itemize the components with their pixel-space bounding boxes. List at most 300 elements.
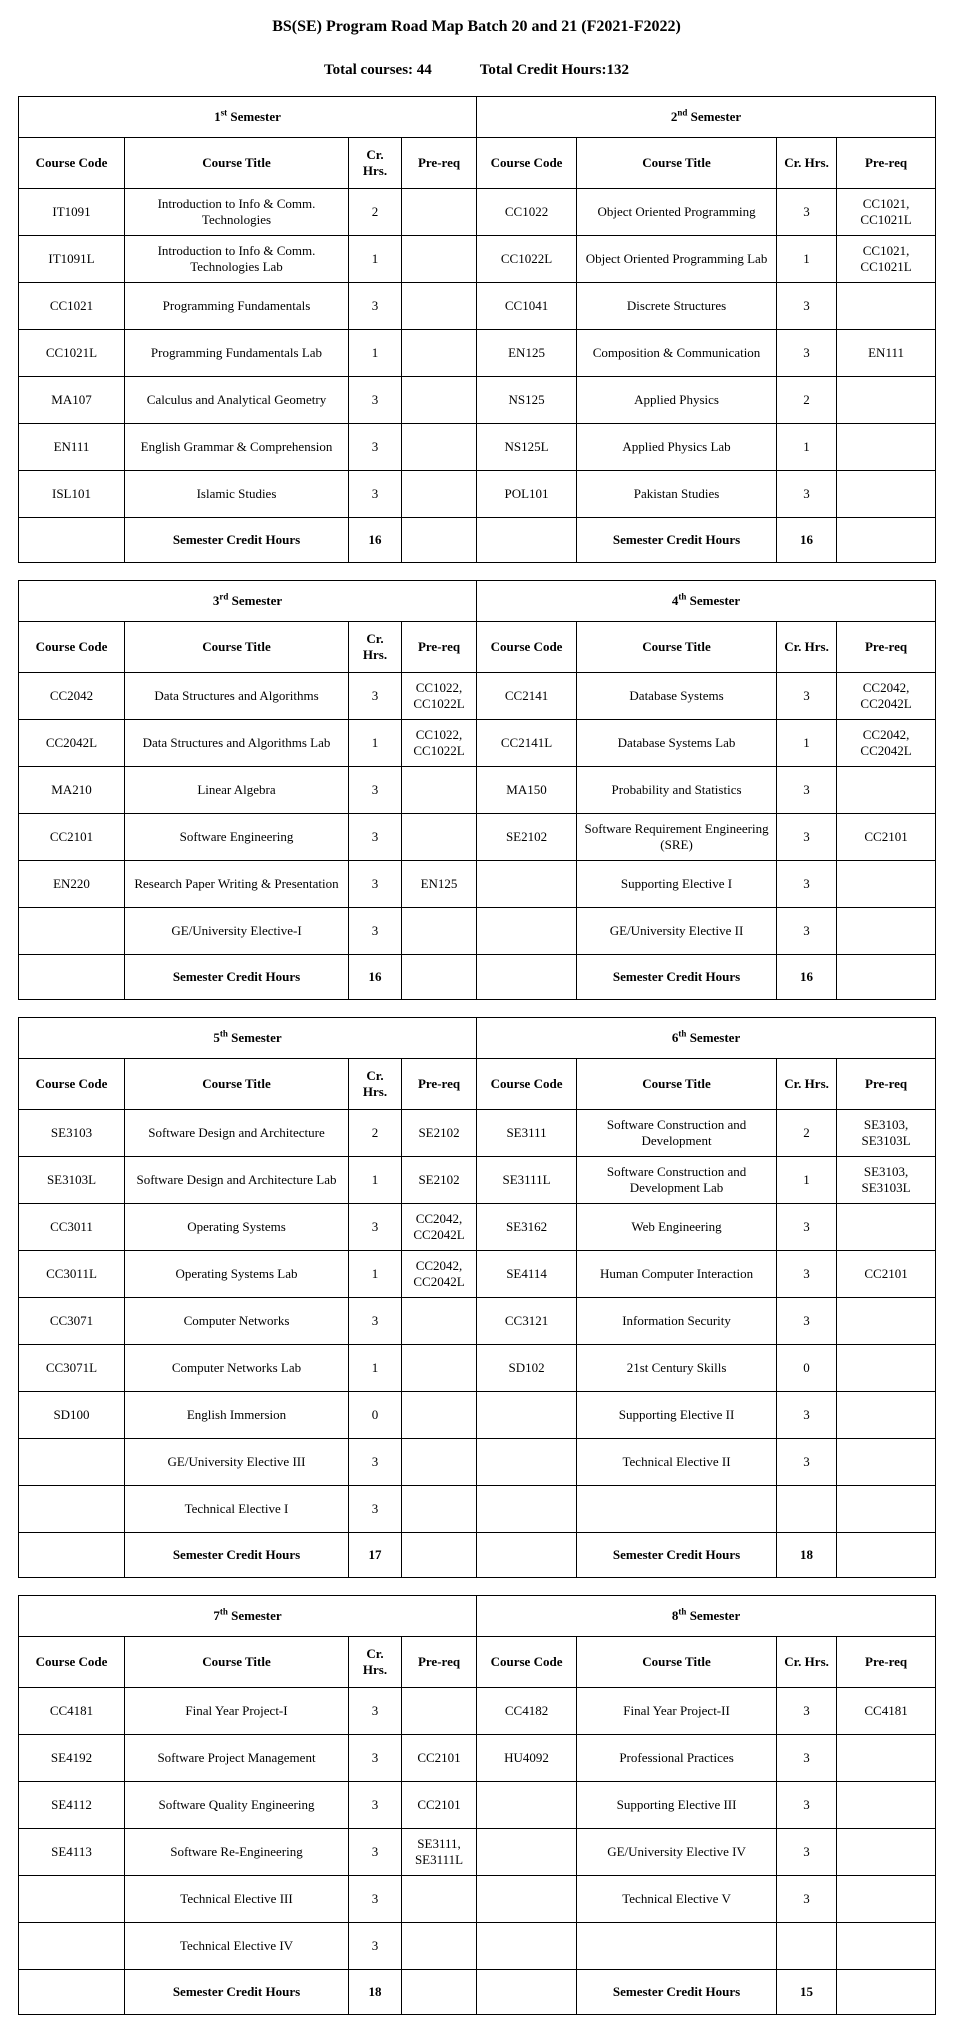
course-row [19, 1782, 936, 1829]
course-row [19, 1688, 936, 1735]
course-title-cell: Research Paper Writing & Presentation [125, 861, 349, 908]
cr-hrs-cell: 3 [777, 1439, 837, 1486]
course-code-cell: SE4114 [477, 1251, 577, 1298]
pre-req-cell: EN125 [402, 861, 477, 908]
cr-hrs-cell: 3 [349, 814, 402, 861]
course-row [19, 330, 936, 377]
course-code-cell: EN220 [19, 861, 125, 908]
semester-3-title: 3rd Semester [19, 581, 477, 622]
pre-req-cell [402, 814, 477, 861]
cr-hrs-cell: 1 [349, 1157, 402, 1204]
course-code-header: Course Code [19, 138, 125, 189]
course-title-cell: Software Quality Engineering [125, 1782, 349, 1829]
cr-hrs-cell: 2 [777, 1110, 837, 1157]
column-header-row [19, 622, 936, 673]
cr-hrs-cell: 3 [349, 424, 402, 471]
course-code-cell [477, 861, 577, 908]
course-row [19, 1439, 936, 1486]
course-code-cell: CC1022L [477, 236, 577, 283]
cr-hrs-header: Cr. Hrs. [777, 1059, 837, 1110]
course-code-cell: SE4192 [19, 1735, 125, 1782]
pre-req-cell [402, 330, 477, 377]
pre-req-cell: SE3103, SE3103L [837, 1157, 936, 1204]
pre-req-cell: SE3111, SE3111L [402, 1829, 477, 1876]
total-courses: Total courses: 44 [324, 62, 432, 78]
column-header-row [19, 1637, 936, 1688]
cr-hrs-cell: 1 [777, 720, 837, 767]
pre-req-cell [837, 1204, 936, 1251]
pre-req-header: Pre-req [402, 622, 477, 673]
credit-total: 18 [349, 1970, 402, 2015]
course-title-header: Course Title [125, 1059, 349, 1110]
cr-hrs-cell: 3 [349, 1486, 402, 1533]
course-row [19, 1923, 936, 1970]
course-title-header: Course Title [125, 1637, 349, 1688]
course-title-cell: Probability and Statistics [577, 767, 777, 814]
empty-cell [19, 518, 125, 563]
course-code-header: Course Code [19, 1059, 125, 1110]
course-title-cell: Programming Fundamentals [125, 283, 349, 330]
pre-req-cell [402, 471, 477, 518]
course-title-header: Course Title [577, 1637, 777, 1688]
pre-req-cell [402, 1298, 477, 1345]
course-code-cell: CC3071 [19, 1298, 125, 1345]
semester-4-title: 4th Semester [477, 581, 936, 622]
pre-req-cell [837, 1829, 936, 1876]
course-title-cell: Technical Elective I [125, 1486, 349, 1533]
course-title-cell: Technical Elective II [577, 1439, 777, 1486]
course-title-cell: Operating Systems Lab [125, 1251, 349, 1298]
course-title-cell: Object Oriented Programming [577, 189, 777, 236]
cr-hrs-cell: 3 [777, 861, 837, 908]
empty-cell [837, 1970, 936, 2015]
pre-req-cell [837, 1486, 936, 1533]
credit-total: 17 [349, 1533, 402, 1578]
course-title-header: Course Title [577, 138, 777, 189]
course-row [19, 1486, 936, 1533]
pre-req-header: Pre-req [837, 622, 936, 673]
page-title: BS(SE) Program Road Map Batch 20 and 21 (F2021-F2022) [272, 18, 681, 35]
course-title-header: Course Title [577, 1059, 777, 1110]
course-code-cell: CC3011 [19, 1204, 125, 1251]
pre-req-cell [402, 1688, 477, 1735]
course-code-cell: CC4182 [477, 1688, 577, 1735]
total-credit-hours: Total Credit Hours:132 [479, 62, 629, 78]
credit-total: 15 [777, 1970, 837, 2015]
pre-req-header: Pre-req [837, 1637, 936, 1688]
course-code-header: Course Code [19, 622, 125, 673]
pre-req-cell: CC2101 [402, 1735, 477, 1782]
cr-hrs-cell: 3 [777, 1735, 837, 1782]
cr-hrs-cell: 3 [349, 861, 402, 908]
course-title-cell: GE/University Elective III [125, 1439, 349, 1486]
course-title-cell: Applied Physics [577, 377, 777, 424]
cr-hrs-cell: 1 [349, 236, 402, 283]
course-title-cell: Information Security [577, 1298, 777, 1345]
course-title-cell: Calculus and Analytical Geometry [125, 377, 349, 424]
course-title-cell: Database Systems Lab [577, 720, 777, 767]
pre-req-cell: CC1022, CC1022L [402, 673, 477, 720]
course-title-cell [577, 1923, 777, 1970]
course-code-cell: SD102 [477, 1345, 577, 1392]
course-row [19, 861, 936, 908]
course-row [19, 1392, 936, 1439]
empty-cell [837, 955, 936, 1000]
course-row [19, 1735, 936, 1782]
cr-hrs-cell: 3 [777, 1876, 837, 1923]
course-code-cell [477, 1439, 577, 1486]
course-code-cell: NS125 [477, 377, 577, 424]
cr-hrs-cell: 1 [349, 330, 402, 377]
pre-req-cell: SE2102 [402, 1110, 477, 1157]
pre-req-cell [402, 1876, 477, 1923]
cr-hrs-cell: 3 [349, 377, 402, 424]
pre-req-cell: CC2042, CC2042L [402, 1204, 477, 1251]
cr-hrs-cell: 1 [349, 1251, 402, 1298]
semester-credit-row [19, 518, 936, 563]
course-code-cell [19, 1486, 125, 1533]
course-title-cell: GE/University Elective-I [125, 908, 349, 955]
pre-req-header: Pre-req [402, 1059, 477, 1110]
course-title-cell: Operating Systems [125, 1204, 349, 1251]
pre-req-cell: SE2102 [402, 1157, 477, 1204]
cr-hrs-cell: 3 [349, 1829, 402, 1876]
course-title-cell: Technical Elective III [125, 1876, 349, 1923]
pre-req-cell [402, 283, 477, 330]
course-title-cell: Software Project Management [125, 1735, 349, 1782]
course-code-cell: MA150 [477, 767, 577, 814]
semester-credit-row [19, 1970, 936, 2015]
course-code-cell: SE2102 [477, 814, 577, 861]
course-code-cell [19, 1439, 125, 1486]
course-code-cell: EN125 [477, 330, 577, 377]
course-code-header: Course Code [477, 1059, 577, 1110]
course-title-cell: Software Construction and Development Lab [577, 1157, 777, 1204]
credit-total: 16 [349, 955, 402, 1000]
pre-req-header: Pre-req [402, 138, 477, 189]
course-title-cell: Discrete Structures [577, 283, 777, 330]
empty-cell [19, 1533, 125, 1578]
course-code-cell: CC2042L [19, 720, 125, 767]
course-title-cell: Supporting Elective II [577, 1392, 777, 1439]
course-code-cell [477, 908, 577, 955]
course-title-cell: Islamic Studies [125, 471, 349, 518]
course-code-cell: SE4113 [19, 1829, 125, 1876]
cr-hrs-header: Cr. Hrs. [349, 138, 402, 189]
course-code-cell [477, 1923, 577, 1970]
semester-6-title: 6th Semester [477, 1018, 936, 1059]
empty-cell [402, 955, 477, 1000]
course-code-cell: CC2141L [477, 720, 577, 767]
cr-hrs-cell: 3 [349, 908, 402, 955]
course-code-cell: SE3111 [477, 1110, 577, 1157]
course-title-header: Course Title [125, 622, 349, 673]
course-title-cell [577, 1486, 777, 1533]
pre-req-cell [837, 908, 936, 955]
empty-cell [402, 1533, 477, 1578]
pre-req-cell [837, 1298, 936, 1345]
course-title-cell: English Grammar & Comprehension [125, 424, 349, 471]
course-code-cell: CC1022 [477, 189, 577, 236]
cr-hrs-cell: 3 [777, 673, 837, 720]
course-code-cell [19, 1923, 125, 1970]
cr-hrs-cell: 3 [777, 814, 837, 861]
course-title-cell: Data Structures and Algorithms Lab [125, 720, 349, 767]
course-title-cell: Data Structures and Algorithms [125, 673, 349, 720]
course-code-cell: HU4092 [477, 1735, 577, 1782]
course-title-cell: GE/University Elective II [577, 908, 777, 955]
course-title-cell: Database Systems [577, 673, 777, 720]
course-row [19, 1345, 936, 1392]
pre-req-cell [402, 377, 477, 424]
credit-label: Semester Credit Hours [577, 1970, 777, 2015]
cr-hrs-cell: 2 [777, 377, 837, 424]
course-code-cell: CC2141 [477, 673, 577, 720]
course-title-cell: Introduction to Info & Comm. Technologies [125, 189, 349, 236]
cr-hrs-cell: 3 [349, 1688, 402, 1735]
course-title-cell: Technical Elective V [577, 1876, 777, 1923]
course-code-cell: SE3162 [477, 1204, 577, 1251]
course-code-cell: POL101 [477, 471, 577, 518]
course-code-cell [477, 1829, 577, 1876]
pre-req-cell [837, 1439, 936, 1486]
cr-hrs-cell: 3 [777, 1829, 837, 1876]
pre-req-cell: CC4181 [837, 1688, 936, 1735]
credit-label: Semester Credit Hours [125, 1533, 349, 1578]
cr-hrs-cell: 3 [349, 767, 402, 814]
semester-credit-row [19, 955, 936, 1000]
course-title-cell: Applied Physics Lab [577, 424, 777, 471]
semester-2-title: 2nd Semester [477, 97, 936, 138]
course-row [19, 814, 936, 861]
course-title-cell: Software Requirement Engineering (SRE) [577, 814, 777, 861]
course-code-cell: IT1091L [19, 236, 125, 283]
semester-1-title: 1st Semester [19, 97, 477, 138]
course-title-header: Course Title [125, 138, 349, 189]
cr-hrs-cell: 3 [777, 283, 837, 330]
course-title-cell: Software Engineering [125, 814, 349, 861]
cr-hrs-cell: 0 [777, 1345, 837, 1392]
pre-req-cell [837, 1392, 936, 1439]
cr-hrs-cell: 1 [777, 424, 837, 471]
empty-cell [19, 1970, 125, 2015]
empty-cell [477, 955, 577, 1000]
course-row [19, 471, 936, 518]
credit-label: Semester Credit Hours [577, 955, 777, 1000]
cr-hrs-cell: 3 [777, 908, 837, 955]
course-title-cell: Pakistan Studies [577, 471, 777, 518]
course-row [19, 1110, 936, 1157]
pre-req-cell [402, 1486, 477, 1533]
pre-req-cell [402, 189, 477, 236]
course-code-cell: SE3111L [477, 1157, 577, 1204]
semester-table-7-8 [18, 1595, 936, 2015]
cr-hrs-cell: 3 [777, 471, 837, 518]
cr-hrs-cell: 1 [777, 1157, 837, 1204]
pre-req-cell [402, 767, 477, 814]
empty-cell [837, 518, 936, 563]
empty-cell [837, 1533, 936, 1578]
pre-req-cell [402, 1345, 477, 1392]
cr-hrs-cell: 3 [777, 1251, 837, 1298]
cr-hrs-cell: 3 [777, 1204, 837, 1251]
course-code-header: Course Code [477, 622, 577, 673]
course-row [19, 1204, 936, 1251]
cr-hrs-cell: 3 [349, 471, 402, 518]
empty-cell [477, 518, 577, 563]
course-title-cell: Introduction to Info & Comm. Technologies Lab [125, 236, 349, 283]
cr-hrs-cell: 3 [777, 1782, 837, 1829]
course-code-cell: CC1021 [19, 283, 125, 330]
pre-req-cell: EN111 [837, 330, 936, 377]
course-title-cell: Technical Elective IV [125, 1923, 349, 1970]
column-header-row [19, 138, 936, 189]
pre-req-cell: CC2101 [402, 1782, 477, 1829]
credit-total: 16 [777, 518, 837, 563]
pre-req-cell [402, 908, 477, 955]
cr-hrs-cell: 3 [349, 1876, 402, 1923]
cr-hrs-header: Cr. Hrs. [777, 138, 837, 189]
semester-credit-row [19, 1533, 936, 1578]
course-row [19, 236, 936, 283]
empty-cell [402, 518, 477, 563]
cr-hrs-cell: 3 [349, 1298, 402, 1345]
course-code-cell [19, 908, 125, 955]
semester-8-title: 8th Semester [477, 1596, 936, 1637]
course-title-cell: Software Re-Engineering [125, 1829, 349, 1876]
empty-cell [19, 955, 125, 1000]
cr-hrs-header: Cr. Hrs. [777, 1637, 837, 1688]
credit-label: Semester Credit Hours [577, 1533, 777, 1578]
pre-req-cell: SE3103, SE3103L [837, 1110, 936, 1157]
pre-req-cell [837, 424, 936, 471]
pre-req-cell [837, 377, 936, 424]
cr-hrs-header: Cr. Hrs. [349, 622, 402, 673]
course-code-cell: CC3071L [19, 1345, 125, 1392]
course-code-cell [477, 1392, 577, 1439]
pre-req-cell [837, 1876, 936, 1923]
pre-req-cell: CC1021, CC1021L [837, 236, 936, 283]
credit-total: 18 [777, 1533, 837, 1578]
pre-req-cell: CC1022, CC1022L [402, 720, 477, 767]
pre-req-cell: CC1021, CC1021L [837, 189, 936, 236]
course-code-cell: MA107 [19, 377, 125, 424]
course-title-cell: Final Year Project-I [125, 1688, 349, 1735]
cr-hrs-cell: 1 [349, 720, 402, 767]
course-row [19, 1298, 936, 1345]
credit-label: Semester Credit Hours [125, 518, 349, 563]
cr-hrs-cell [777, 1923, 837, 1970]
course-code-cell: SE4112 [19, 1782, 125, 1829]
course-code-header: Course Code [477, 1637, 577, 1688]
course-title-cell: Programming Fundamentals Lab [125, 330, 349, 377]
cr-hrs-cell: 0 [349, 1392, 402, 1439]
course-code-cell: CC1021L [19, 330, 125, 377]
column-header-row [19, 1059, 936, 1110]
course-title-cell: Computer Networks Lab [125, 1345, 349, 1392]
cr-hrs-cell: 3 [349, 283, 402, 330]
course-code-cell: SD100 [19, 1392, 125, 1439]
course-title-cell: Linear Algebra [125, 767, 349, 814]
course-code-cell: CC3121 [477, 1298, 577, 1345]
pre-req-cell: CC2042, CC2042L [837, 720, 936, 767]
course-title-cell: Final Year Project-II [577, 1688, 777, 1735]
course-code-cell: CC2101 [19, 814, 125, 861]
pre-req-cell [837, 767, 936, 814]
credit-label: Semester Credit Hours [125, 955, 349, 1000]
semester-table-3-4 [18, 580, 936, 1000]
cr-hrs-cell: 3 [349, 673, 402, 720]
cr-hrs-cell: 3 [777, 1298, 837, 1345]
pre-req-header: Pre-req [837, 138, 936, 189]
semester-header-row [19, 581, 936, 622]
semester-5-title: 5th Semester [19, 1018, 477, 1059]
cr-hrs-cell: 3 [349, 1204, 402, 1251]
pre-req-cell [837, 1782, 936, 1829]
credit-label: Semester Credit Hours [577, 518, 777, 563]
pre-req-cell [837, 861, 936, 908]
totals-line [18, 62, 935, 79]
semester-header-row [19, 1018, 936, 1059]
credit-label: Semester Credit Hours [125, 1970, 349, 2015]
cr-hrs-cell: 3 [777, 1392, 837, 1439]
cr-hrs-header: Cr. Hrs. [777, 622, 837, 673]
pre-req-cell: CC2042, CC2042L [402, 1251, 477, 1298]
semester-header-row [19, 1596, 936, 1637]
cr-hrs-cell: 3 [777, 767, 837, 814]
cr-hrs-cell: 3 [349, 1782, 402, 1829]
credit-total: 16 [349, 518, 402, 563]
pre-req-cell [837, 1923, 936, 1970]
course-title-cell: English Immersion [125, 1392, 349, 1439]
course-row [19, 908, 936, 955]
course-code-cell: IT1091 [19, 189, 125, 236]
course-title-cell: Supporting Elective III [577, 1782, 777, 1829]
pre-req-cell: CC2101 [837, 814, 936, 861]
course-code-cell: MA210 [19, 767, 125, 814]
course-code-cell: CC1041 [477, 283, 577, 330]
course-row [19, 767, 936, 814]
semester-header-row [19, 97, 936, 138]
cr-hrs-header: Cr. Hrs. [349, 1637, 402, 1688]
cr-hrs-cell: 3 [777, 1688, 837, 1735]
pre-req-cell: CC2042, CC2042L [837, 673, 936, 720]
course-code-cell [477, 1876, 577, 1923]
pre-req-cell [402, 1439, 477, 1486]
course-row [19, 1251, 936, 1298]
cr-hrs-cell: 3 [349, 1923, 402, 1970]
course-title-cell: Software Construction and Development [577, 1110, 777, 1157]
course-code-cell: EN111 [19, 424, 125, 471]
pre-req-cell [837, 283, 936, 330]
cr-hrs-cell: 3 [349, 1439, 402, 1486]
cr-hrs-cell: 3 [349, 1735, 402, 1782]
course-title-cell: Software Design and Architecture [125, 1110, 349, 1157]
cr-hrs-cell: 1 [777, 236, 837, 283]
course-title-cell: Composition & Communication [577, 330, 777, 377]
semester-table-5-6 [18, 1017, 936, 1578]
course-row [19, 673, 936, 720]
cr-hrs-cell: 3 [777, 189, 837, 236]
cr-hrs-cell: 3 [777, 330, 837, 377]
pre-req-cell [837, 1735, 936, 1782]
cr-hrs-cell: 2 [349, 1110, 402, 1157]
course-row [19, 720, 936, 767]
pre-req-header: Pre-req [402, 1637, 477, 1688]
empty-cell [402, 1970, 477, 2015]
course-row [19, 1876, 936, 1923]
course-code-cell [477, 1486, 577, 1533]
